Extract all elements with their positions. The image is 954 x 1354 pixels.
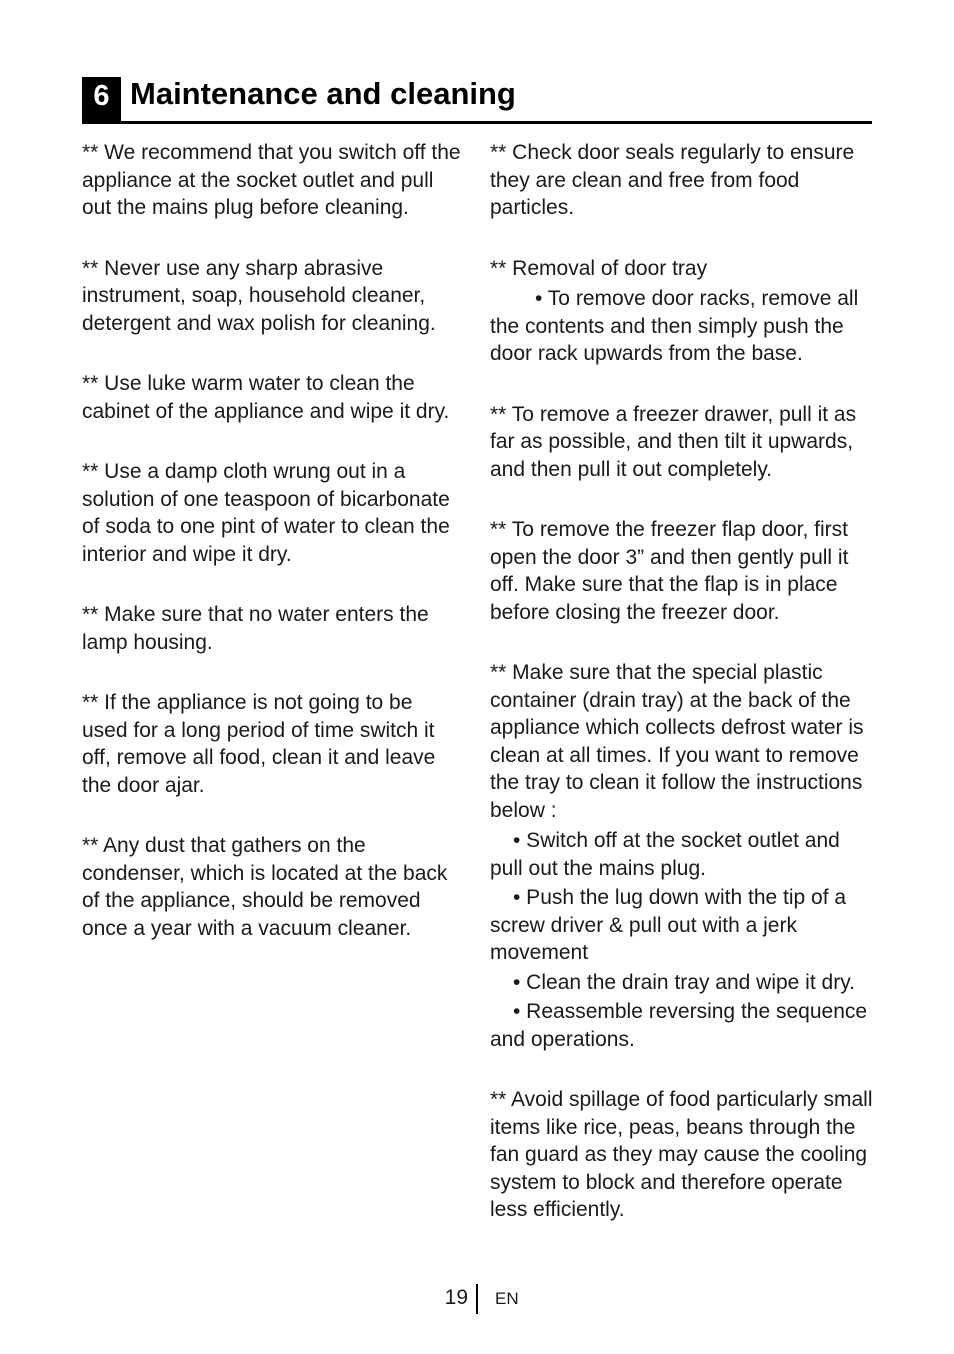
paragraph-spillage: ** Avoid spillage of food particularly small items like rice, peas, beans through the fan guard as they may cause the cooling system to block and therefore operate less efficiently.	[490, 1088, 873, 1221]
paragraph-freezer-drawer: ** To remove a freezer drawer, pull it as far as possible, and then tilt it upwards, and then pull it out completely.	[490, 402, 857, 481]
paragraph-condenser-dust: ** Any dust that gathers on the condenser, which is located at the back of the appliance, should be removed once a year with a vacuum cleaner.	[82, 834, 448, 940]
title-underline	[82, 121, 872, 124]
page-title: Maintenance and cleaning	[130, 76, 516, 111]
paragraph-lamp-housing: ** Make sure that no water enters the lamp housing.	[82, 603, 429, 654]
paragraph-switch-off: ** We recommend that you switch off the appliance at the socket outlet and pull out the mains plug before cleaning.	[82, 141, 461, 219]
drain-tray-bullet: • Clean the drain tray and wipe it dry.	[513, 970, 855, 994]
drain-tray-bullet: • Switch off at the socket outlet and pull out the mains plug.	[490, 829, 840, 880]
left-column	[82, 139, 462, 975]
section-number: 6	[82, 77, 121, 122]
right-column	[490, 139, 875, 1257]
section-header	[82, 76, 872, 124]
paragraph-flap-door: ** To remove the freezer flap door, first open the door 3” and then gently pull it off. Make sure that the flap is in place before closing the freezer door.	[490, 518, 849, 624]
door-tray-bullet: • To remove door racks, remove all the contents and then simply push the door rack upwards from the base.	[490, 287, 859, 365]
paragraph-no-abrasive: ** Never use any sharp abrasive instrument, soap, household cleaner, detergent and wax polish for cleaning.	[82, 256, 436, 335]
drain-tray-intro: ** Make sure that the special plastic container (drain tray) at the back of the appliance which collects defrost water is clean at all times. If you want to remove the tray to clean it follow the instructions below :	[490, 661, 864, 822]
page-number: 19	[444, 1286, 468, 1309]
door-tray-section	[490, 255, 875, 368]
paragraph-door-seals: ** Check door seals regularly to ensure they are clean and free from food particles.	[490, 141, 855, 219]
paragraph-warm-water: ** Use luke warm water to clean the cabinet of the appliance and wipe it dry.	[82, 372, 450, 423]
language-label: EN	[495, 1289, 519, 1308]
paragraph-long-period: ** If the appliance is not going to be used for a long period of time switch it off, remove all food, clean it and leave the door ajar.	[82, 691, 436, 797]
paragraph-damp-cloth: ** Use a damp cloth wrung out in a solution of one teaspoon of bicarbonate of soda to one pint of water to clean the interior and wipe it dry.	[82, 460, 450, 566]
drain-tray-bullet: • Push the lug down with the tip of a screw driver & pull out with a jerk movement	[490, 886, 847, 964]
page-footer	[0, 1283, 954, 1315]
drain-tray-bullet: • Reassemble reversing the sequence and operations.	[490, 1000, 868, 1051]
footer-divider	[476, 1284, 478, 1314]
drain-tray-section	[490, 659, 875, 1053]
door-tray-heading: ** Removal of door tray	[490, 256, 708, 280]
